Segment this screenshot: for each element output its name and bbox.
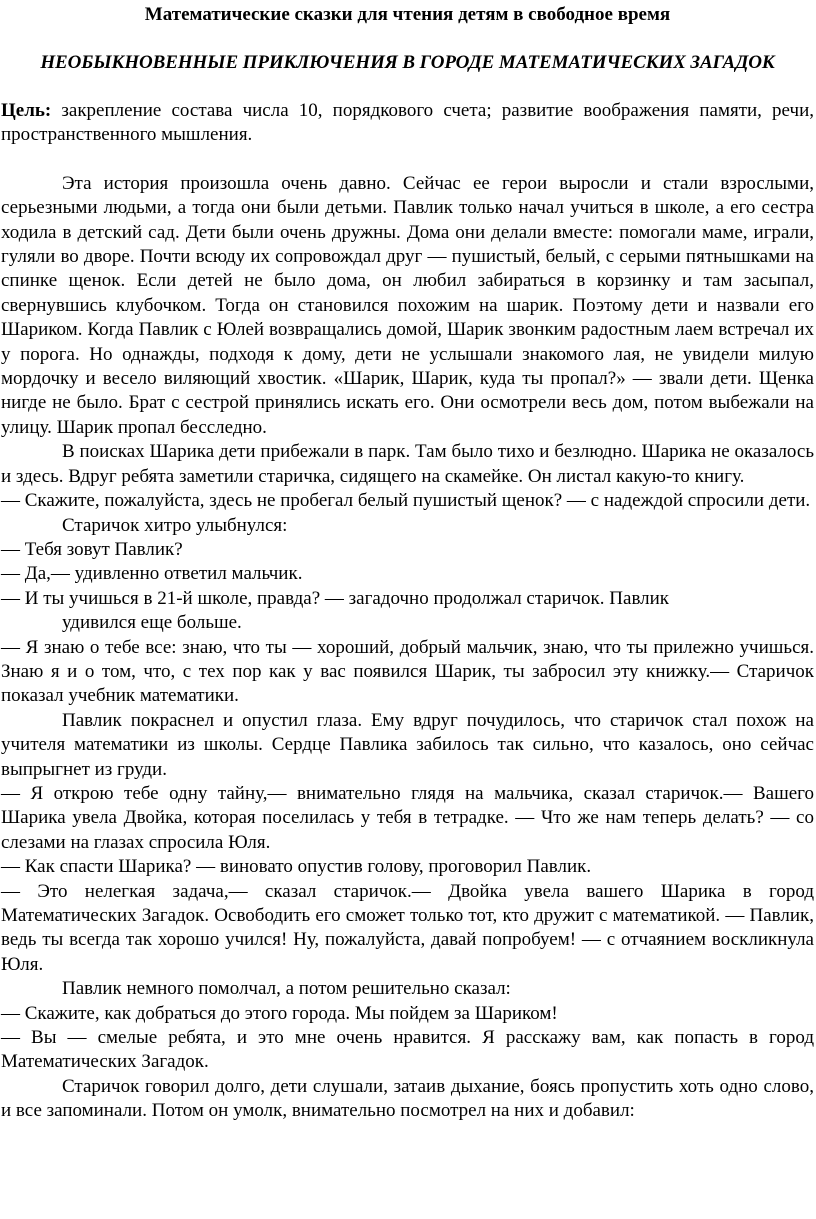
story-body bbox=[1, 172, 814, 1124]
dialogue-line: — Как спасти Шарика? — виновато опустив голову, проговорил Павлик. bbox=[1, 856, 592, 878]
dialogue-line: — Это нелегкая задача,— сказал старичок.— Двойка увела вашего Шарика в город Математических Загадок. Освободить его сможет только тот, кто дружит с математикой. — Павлик, ведь ты всегда так хорошо учился! Ну, пожалуйста, давай попробуем! — с отчаянием воскликнула Юля. bbox=[1, 880, 814, 975]
goal-paragraph bbox=[1, 99, 814, 148]
document-subtitle: НЕОБЫКНОВЕННЫЕ ПРИКЛЮЧЕНИЯ В ГОРОДЕ МАТЕМАТИЧЕСКИХ ЗАГАДОК bbox=[40, 52, 775, 73]
goal-text: закрепление состава числа 10, порядкового счета; развитие воображения памяти, речи, пространственного мышления. bbox=[1, 100, 814, 146]
dialogue-line: — Да,— удивленно ответил мальчик. bbox=[1, 563, 303, 585]
dialogue-line: — И ты учишься в 21-й школе, правда? — загадочно продолжал старичок. Павлик bbox=[1, 587, 670, 609]
story-paragraph: Старичок говорил долго, дети слушали, затаив дыхание, боясь пропустить хоть одно слово, и все запоминали. Потом он умолк, внимательно посмотрел на них и добавил: bbox=[1, 1075, 814, 1122]
dialogue-line: — Вы — смелые ребята, и это мне очень нравится. Я расскажу вам, как попасть в город Математических Загадок. bbox=[1, 1027, 814, 1073]
dialogue-line: — Я знаю о тебе все: знаю, что ты — хороший, добрый мальчик, знаю, что ты прилежно учишься. Знаю я и о том, что, с тех пор как у вас появился Шарик, ты забросил эту книжку.— Старичок показал учебник математики. bbox=[1, 636, 814, 707]
story-paragraph: В поисках Шарика дети прибежали в парк. Там было тихо и безлюдно. Шарика не оказалось и здесь. Вдруг ребята заметили старичка, сидящего на скамейке. Он листал какую-то книгу. bbox=[1, 441, 814, 487]
document-title: Математические сказки для чтения детям в свободное время bbox=[144, 4, 671, 25]
story-paragraph: Эта история произошла очень давно. Сейчас ее герои выросли и стали взрослыми, серьезными людьми, а тогда они были детьми. Павлик только начал учиться в школе, а его сестра ходила в детский сад. Дети были очень дружны. Дома они делали вместе: помогали маме, играли, гуляли во дворе. Почти всюду их сопровождал друг — пушистый, белый, с серыми пятнышками на спинке щенок. Если детей не было дома, он любил забираться в корзинку и там засыпал, свернувшись клубочком. Тогда он становился похожим на шарик. Поэтому дети и назвали его Шариком. Когда Павлик с Юлей возвращались домой, Шарик звонким радостным лаем встречал их у порога. Но однажды, подходя к дому, дети не услышали знакомого лая, не увидели милую мордочку и весело виляющий хвостик. «Шарик, Шарик, куда ты пропал?» — звали дети. Щенка нигде не было. Брат с сестрой принялись искать его. Они осмотрели весь дом, потом выбежали на улицу. Шарик пропал бесследно. bbox=[1, 172, 814, 438]
dialogue-line: — Тебя зовут Павлик? bbox=[1, 538, 183, 560]
story-paragraph: Павлик покраснел и опустил глаза. Ему вдруг почудилось, что старичок стал похож на учителя математики из школы. Сердце Павлика забилось так сильно, что казалось, оно сейчас выпрыгнет из груди. bbox=[1, 709, 814, 780]
dialogue-line-continuation: удивился еще больше. bbox=[62, 612, 242, 634]
story-paragraph: Старичок хитро улыбнулся: bbox=[62, 514, 288, 536]
goal-label: Цель: bbox=[1, 100, 52, 121]
dialogue-line: — Я открою тебе одну тайну,— внимательно глядя на мальчика, сказал старичок.— Вашего Шарика увела Двойка, которая поселилась у тебя в тетрадке. — Что же нам теперь делать? — со слезами на глазах спросила Юля. bbox=[1, 782, 814, 853]
dialogue-line: — Скажите, как добраться до этого города. Мы пойдем за Шариком! bbox=[1, 1002, 558, 1024]
dialogue-line: — Скажите, пожалуйста, здесь не пробегал белый пушистый щенок? — с надеждой спросили дети. bbox=[1, 490, 811, 512]
story-paragraph: Павлик немного помолчал, а потом решительно сказал: bbox=[62, 978, 511, 1000]
